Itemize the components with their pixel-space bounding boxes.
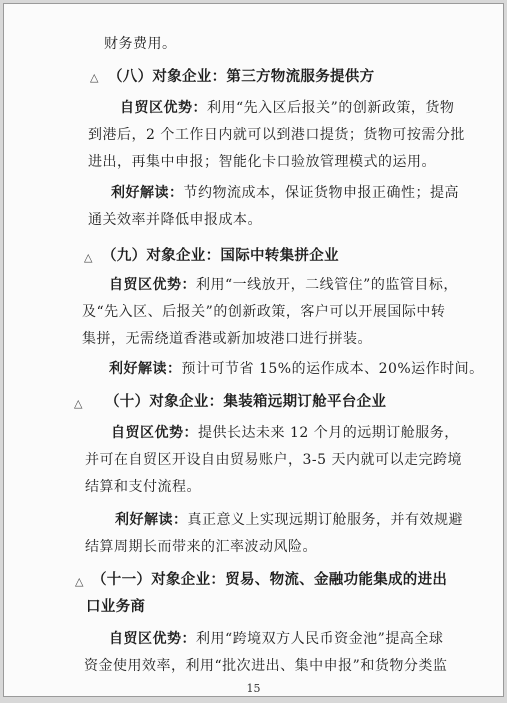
- benefit-label: 利好解读：: [109, 361, 182, 377]
- benefit-label: 利好解读：: [115, 512, 188, 528]
- advantage-text-line: 及“先入区、后报关”的创新政策，客户可以开展国际中转: [82, 304, 446, 320]
- section-heading-11-continued: 口业务商: [86, 599, 146, 615]
- triangle-marker-icon: △: [74, 397, 83, 410]
- triangle-marker-icon: △: [75, 575, 84, 588]
- advantage-label: 自贸区优势：: [111, 425, 198, 441]
- advantage-text-line: 集拼，无需绕道香港或新加坡港口进行拼装。: [82, 331, 372, 347]
- document-page: [3, 3, 504, 697]
- section-heading-10: （十）对象企业：集装箱远期订舱平台企业: [105, 394, 387, 410]
- advantage-text-line: 并可在自贸区开设自由贸易账户，3-5 天内就可以走完跨境: [85, 452, 462, 468]
- advantage-label: 自贸区优势：: [120, 100, 207, 116]
- benefit-line: [109, 360, 484, 378]
- section-heading-9: （九）对象企业：国际中转集拼企业: [102, 248, 339, 264]
- advantage-text: 提供长达未来 12 个月的远期订舱服务，: [198, 425, 459, 441]
- benefit-text: 预计可节省 15%的运作成本、20%运作时间。: [181, 361, 484, 377]
- advantage-text: 利用“跨境双方人民币资金池”提高全球: [196, 631, 444, 647]
- continued-text-line: 财务费用。: [104, 36, 177, 52]
- benefit-label: 利好解读：: [111, 185, 184, 201]
- advantage-text: 利用“先入区后报关”的创新政策，货物: [207, 100, 455, 116]
- advantage-text: 利用“一线放开，二线管住”的监管目标，: [196, 277, 458, 293]
- benefit-text-line: 结算周期长而带来的汇率波动风险。: [85, 539, 317, 555]
- section-heading-11: （十一）对象企业：贸易、物流、金融功能集成的进出: [92, 572, 448, 588]
- advantage-text-line: 到港后，2 个工作日内就可以到港口提货；货物可按需分批: [88, 127, 465, 143]
- page-number: 15: [246, 682, 261, 695]
- advantage-line: [109, 630, 443, 648]
- triangle-marker-icon: △: [90, 71, 99, 84]
- advantage-text-line: 进出，再集中申报；智能化卡口验放管理模式的运用。: [88, 154, 436, 170]
- benefit-line: [111, 184, 459, 202]
- section-heading-8: （八）对象企业：第三方物流服务提供方: [108, 69, 375, 85]
- benefit-text: 真正意义上实现远期订舱服务，并有效规避: [187, 512, 463, 528]
- advantage-text-line: 资金使用效率，利用“批次进出、集中申报”和货物分类监: [84, 658, 448, 674]
- advantage-line: [111, 424, 459, 442]
- benefit-text-line: 通关效率并降低申报成本。: [88, 212, 262, 228]
- advantage-line: [120, 99, 454, 117]
- triangle-marker-icon: △: [84, 251, 93, 264]
- advantage-text-line: 结算和支付流程。: [85, 479, 201, 495]
- benefit-text: 节约物流成本，保证货物申报正确性；提高: [183, 185, 459, 201]
- advantage-label: 自贸区优势：: [109, 631, 196, 647]
- benefit-line: [115, 511, 463, 529]
- advantage-line: [109, 276, 458, 294]
- advantage-label: 自贸区优势：: [109, 277, 196, 293]
